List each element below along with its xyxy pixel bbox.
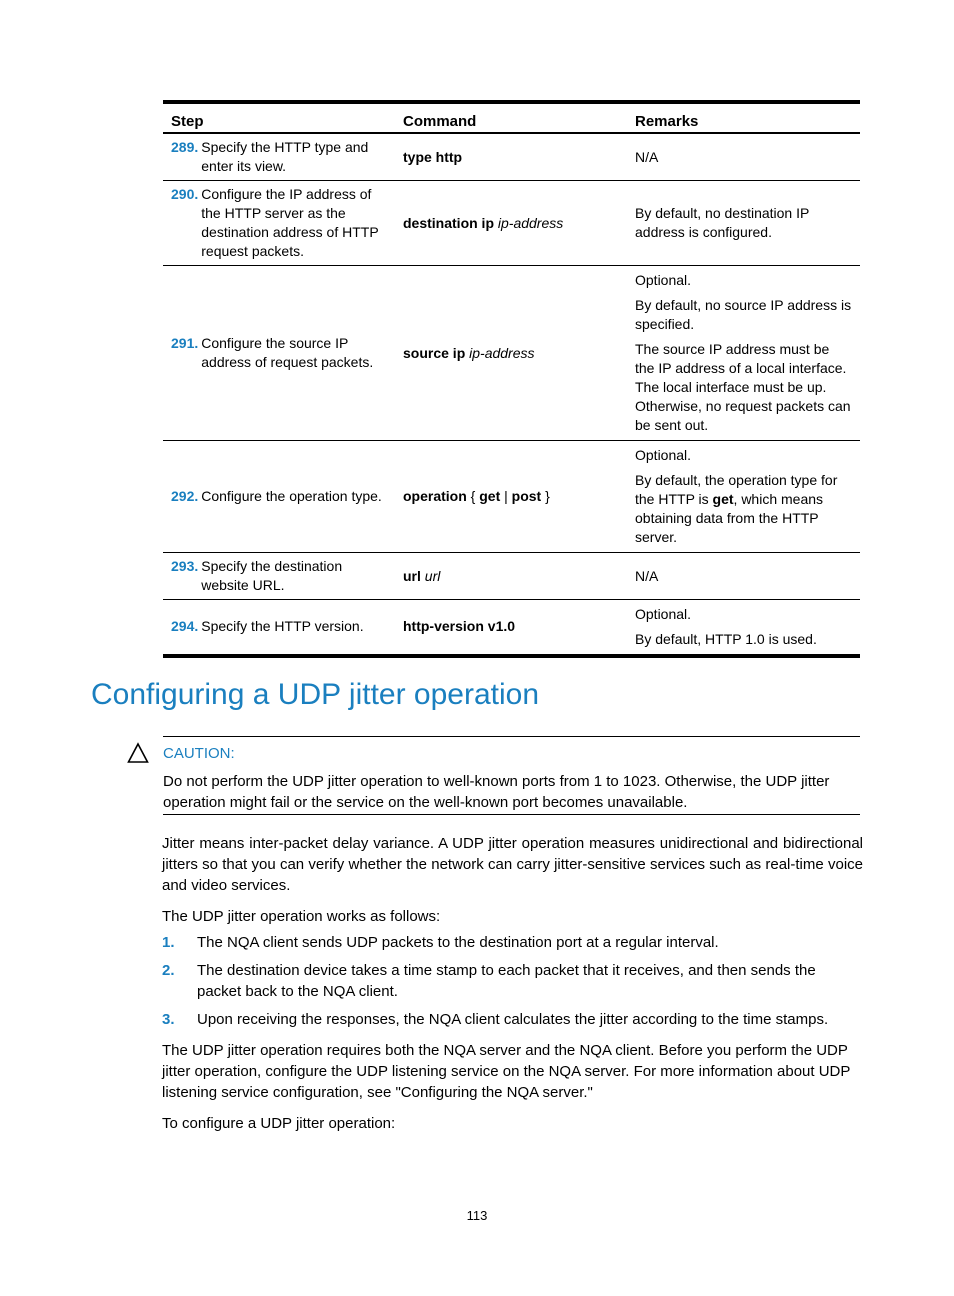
command-option-get: get (479, 488, 501, 504)
paragraph-works-as-follows: The UDP jitter operation works as follows: (162, 908, 441, 925)
command-keyword: source ip (403, 344, 466, 361)
step-number: 291. (171, 335, 199, 351)
remark-text (635, 471, 852, 547)
list-text: The destination device takes a time stamp to each packet that it receives, and then sends the packet back to the NQA client. (197, 962, 816, 1000)
command-table (163, 100, 860, 658)
command-brace: { (466, 488, 480, 504)
command-brace: } (541, 488, 550, 504)
command-keyword: http-version v1.0 (403, 618, 516, 635)
remarks-cell (627, 133, 860, 181)
command-cell (395, 600, 627, 656)
step-text: Configure the source IP address of request packets. (201, 335, 374, 370)
procedure-list (162, 932, 863, 1037)
table-header-row (163, 102, 860, 133)
list-item (162, 932, 863, 953)
step-cell (163, 553, 395, 600)
step-cell (163, 266, 395, 441)
step-cell (163, 181, 395, 266)
step-number: 294. (171, 618, 199, 635)
paragraph-requirements: The UDP jitter operation requires both the NQA server and the NQA client. Before you perform the UDP jitter operation, configure the UDP listening service on the NQA server. For more information about UDP listening service configuration, see "Configuring the NQA server." (162, 1042, 851, 1101)
remarks-cell (627, 553, 860, 600)
paragraph-intro: Jitter means inter-packet delay variance. A UDP jitter operation measures unidirectional and bidirectional jitters so that you can verify whether the network can carry jitter-sensitive services such as real-time voice and video services. (162, 835, 863, 894)
list-text: The NQA client sends UDP packets to the destination port at a regular interval. (197, 934, 719, 951)
step-cell (163, 133, 395, 181)
list-item (162, 960, 863, 1002)
section-title: Configuring a UDP jitter operation (91, 678, 540, 711)
command-cell (395, 133, 627, 181)
remark-text: Optional. (635, 447, 692, 463)
list-item (162, 1009, 863, 1030)
step-number: 290. (171, 186, 199, 202)
remark-text: N/A (635, 567, 659, 584)
command-argument: ip-address (469, 344, 535, 361)
command-argument: ip-address (497, 214, 564, 231)
command-argument: url (424, 567, 441, 584)
list-number: 2. (162, 962, 175, 979)
caution-text: Do not perform the UDP jitter operation to well-known ports from 1 to 1023. Otherwise, the UDP jitter operation might fail or the service on the well-known port becomes unavailable. (163, 773, 830, 811)
table-row (163, 600, 860, 656)
step-text: Configure the operation type. (201, 488, 382, 504)
step-text: Specify the HTTP version. (201, 618, 364, 635)
command-separator: | (500, 488, 512, 504)
remark-text: By default, no destination IP address is configured. (635, 205, 810, 240)
step-text: Specify the destination website URL. (201, 558, 343, 593)
command-cell (395, 181, 627, 266)
caution-box (163, 736, 860, 815)
header-remarks: Remarks (627, 102, 860, 133)
remark-text: Optional. (635, 605, 692, 622)
header-command: Command (395, 102, 627, 133)
step-text: Specify the HTTP type and enter its view. (201, 139, 369, 174)
remark-text: By default, no source IP address is specified. (635, 297, 852, 332)
list-number: 3. (162, 1011, 175, 1028)
step-text: Configure the IP address of the HTTP server as the destination address of HTTP request packets. (201, 186, 379, 259)
remark-text: By default, HTTP 1.0 is used. (635, 630, 817, 647)
command-option-post: post (511, 488, 542, 504)
command-cell (395, 266, 627, 441)
step-number: 292. (171, 488, 199, 504)
command-keyword: destination ip (403, 214, 494, 231)
warning-triangle-icon (127, 742, 149, 764)
table-row (163, 181, 860, 266)
remark-text-part: By default, the operation type for the HTTP is (635, 472, 838, 507)
command-cell (395, 553, 627, 600)
remark-keyword: get (712, 491, 734, 507)
remark-text: The source IP address must be the IP address of a local interface. The local interface must be up. Otherwise, no request packets can be sent out. (635, 341, 851, 433)
command-cell (395, 441, 627, 553)
remarks-cell (627, 181, 860, 266)
command-keyword: url (403, 567, 421, 584)
table-row (163, 553, 860, 600)
table-row (163, 266, 860, 441)
paragraph-to-configure: To configure a UDP jitter operation: (162, 1115, 396, 1132)
remarks-cell (627, 266, 860, 441)
table-row (163, 133, 860, 181)
step-number: 289. (171, 139, 199, 155)
remark-text: N/A (635, 148, 659, 165)
list-number: 1. (162, 934, 175, 951)
command-keyword: operation (403, 488, 467, 504)
remarks-cell (627, 600, 860, 656)
remark-text-part: , which means obtaining data from the HTTP server. (635, 491, 824, 545)
header-step: Step (163, 102, 395, 133)
step-cell (163, 600, 395, 656)
table-row (163, 441, 860, 553)
page-number: 113 (466, 1208, 488, 1223)
list-text: Upon receiving the responses, the NQA client calculates the jitter according to the time stamps. (197, 1011, 829, 1028)
step-cell (163, 441, 395, 553)
remark-text: Optional. (635, 272, 692, 288)
command-keyword: type http (403, 148, 463, 165)
caution-label: CAUTION: (163, 745, 235, 762)
remarks-cell (627, 441, 860, 553)
step-number: 293. (171, 558, 199, 574)
